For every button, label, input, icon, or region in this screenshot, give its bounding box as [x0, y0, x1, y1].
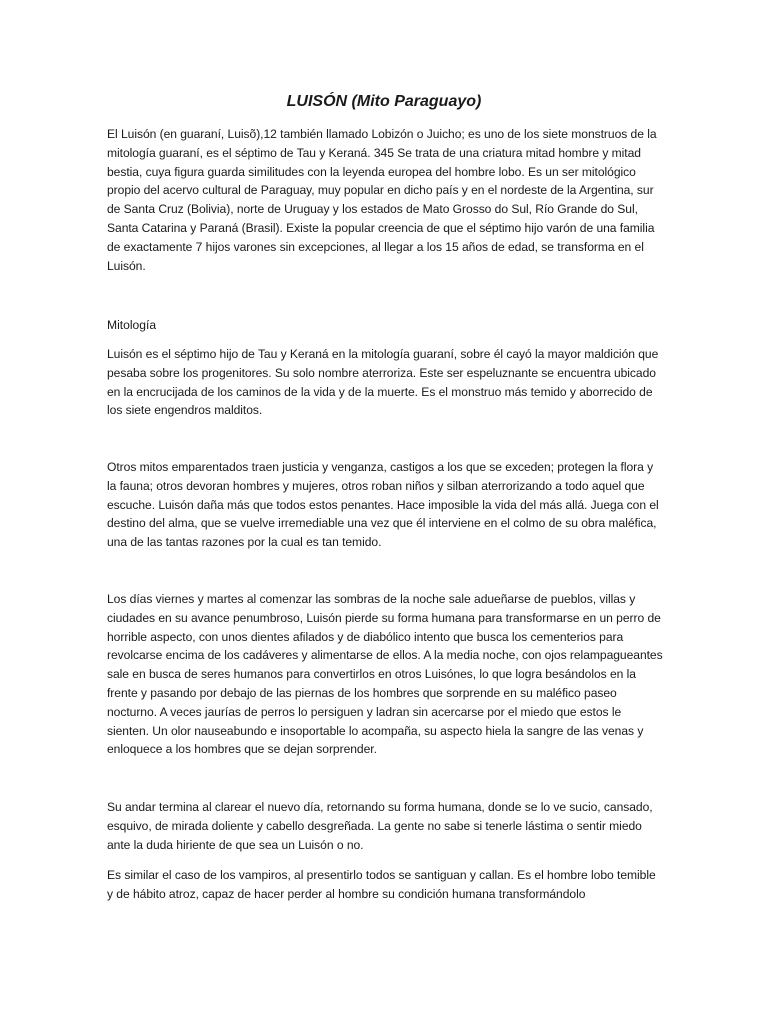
paragraph-intro: El Luisón (en guaraní, Luisõ),12 también llamado Lobizón o Juicho; es uno de los siete monstruos de la mitología guaraní, es el séptimo de Tau y Keraná. 345 Se trata de una criatura mitad hombre y mitad bestia, cuya figura guarda similitudes con la leyenda europea del hombre lobo. Es un ser mitológico propio del acervo cultural de Paraguay, muy popular en dicho país y en el nordeste de la Argentina, sur de Santa Cruz (Bolivia), norte de Uruguay y los estados de Mato Grosso do Sul, Río Grande do Sul, Santa Catarina y Paraná (Brasil). Existe la popular creencia de que el séptimo hijo varón de una familia de exactamente 7 hijos varones sin excepciones, al llegar a los 15 años de edad, se transforma en el Luisón. [107, 127, 657, 273]
paragraph-mitologia: Luisón es el séptimo hijo de Tau y Keraná en la mitología guaraní, sobre él cayó la mayor maldición que pesaba sobre los progenitores. Su solo nombre aterroriza. Este ser espeluznante se encuentra ubicado en la encrucijada de los caminos de la vida y de la muerte. Es el monstruo más temido y aborrecido de los siete engendros malditos. [107, 347, 659, 418]
paragraph-andar: Su andar termina al clarear el nuevo día, retornando su forma humana, donde se lo ve sucio, cansado, esquivo, de mirada doliente y cabello desgreñada. La gente no sabe si tenerle lástima o sentir miedo ante la duda hiriente de que sea un Luisón o no. [107, 800, 653, 852]
paragraph-dias: Los días viernes y martes al comenzar las sombras de la noche sale adueñarse de pueblos, villas y ciudades en su avance penumbroso, Luisón pierde su forma humana para transformarse en un perro de horrible aspecto, con unos dientes afilados y de diabólico intento que busca los cementerios para revolcarse encima de los cadáveres y alimentarse de ellos. A la media noche, con ojos relampagueantes sale en busca de seres humanos para convertirlos en otros Luisónes, lo que logra besándolos en la frente y pasando por debajo de las piernas de los hombres que sorprende en su maléfico paseo nocturno. A veces jaurías de perros lo persiguen y ladran sin acercarse por el miedo que estos le sienten. Un olor nauseabundo e insoportable lo acompaña, su aspecto hiela la sangre de las venas y enloquece a los hombres que se dejan sorprender. [107, 592, 663, 757]
paragraph-otros-mitos: Otros mitos emparentados traen justicia y venganza, castigos a los que se exceden; protegen la flora y la fauna; otros devoran hombres y mujeres, otros roban niños y silban aterrorizando a todo aquel que escuche. Luisón daña más que todos estos penantes. Hace imposible la vida del más allá. Juega con el destino del alma, que se vuelve irremediable una vez que él interviene en el colmo de su obra maléfica, una de las tantas razones por la cual es tan temido. [107, 460, 659, 550]
document-title: LUISÓN (Mito Paraguayo) [286, 93, 482, 110]
section-heading-mitologia: Mitología [107, 318, 157, 332]
paragraph-vampiros: Es similar el caso de los vampiros, al presentirlo todos se santiguan y callan. Es el hombre lobo temible y de hábito atroz, capaz de hacer perder al hombre su condición humana transformándolo [107, 868, 656, 901]
